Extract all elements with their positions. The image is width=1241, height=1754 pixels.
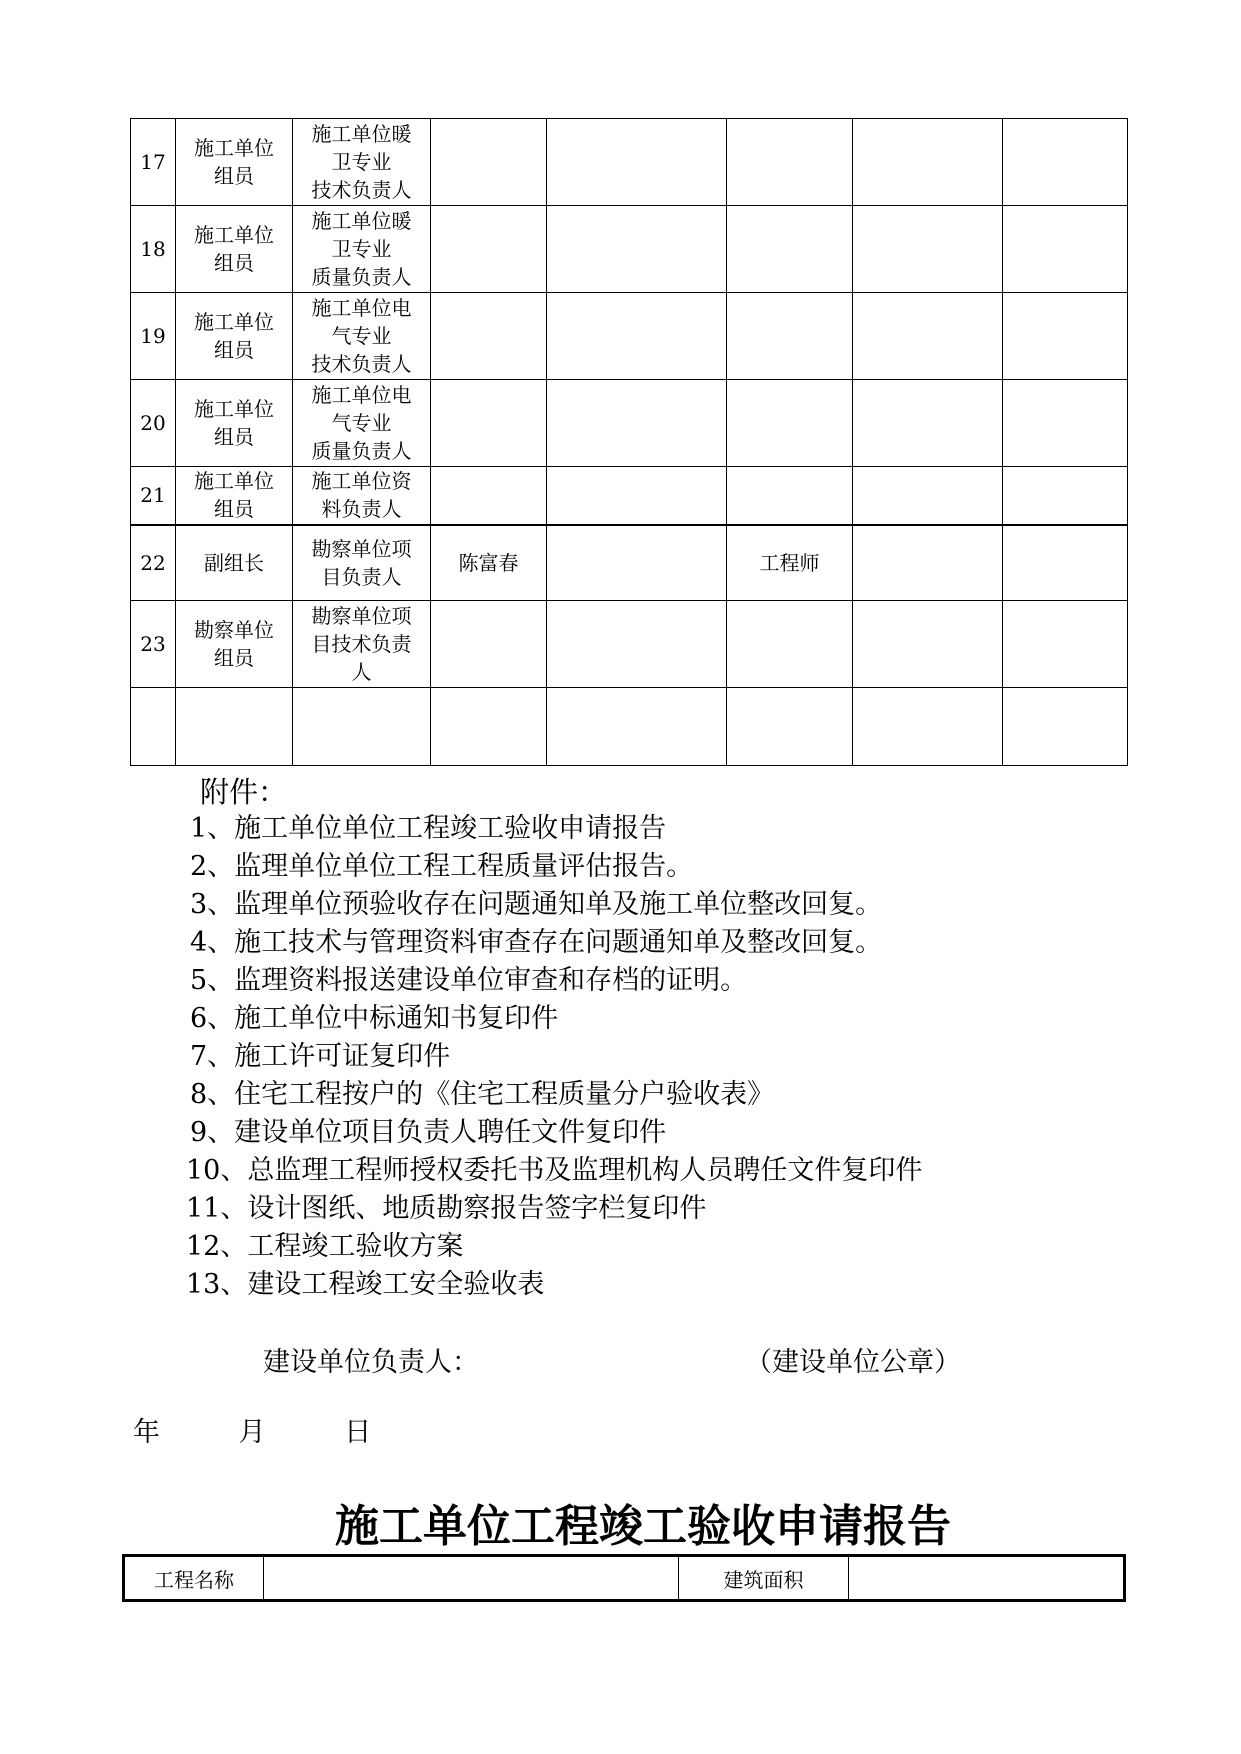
row-empty-1 [547, 380, 727, 467]
row-number: 19 [131, 293, 176, 380]
owner-seal-label: （建设单位公章） [745, 1347, 961, 1378]
row-name [431, 601, 547, 688]
list-item: 5、监理资料报送建设单位审查和存档的证明。 [190, 965, 748, 996]
list-item: 9、建设单位项目负责人聘任文件复印件 [190, 1117, 667, 1148]
row-empty-2 [853, 206, 1003, 293]
row-position: 施工单位资 料负责人 [293, 467, 431, 525]
row-empty-3 [1003, 467, 1128, 525]
report-title: 施工单位工程竣工验收申请报告 [335, 1501, 951, 1552]
row-role: 副组长 [176, 525, 293, 601]
row-number: 21 [131, 467, 176, 525]
row-number: 17 [131, 119, 176, 206]
list-item: 11、设计图纸、地质勘察报告签字栏复印件 [186, 1193, 707, 1224]
owner-signature-label: 建设单位负责人： [263, 1347, 479, 1378]
list-item: 2、监理单位单位工程工程质量评估报告。 [190, 851, 694, 882]
row-position [293, 688, 431, 766]
row-empty-3 [1003, 293, 1128, 380]
row-empty-1 [547, 525, 727, 601]
row-position: 勘察单位项 目负责人 [293, 525, 431, 601]
row-position: 施工单位电 气专业 技术负责人 [293, 293, 431, 380]
row-title [727, 293, 853, 380]
list-item: 6、施工单位中标通知书复印件 [190, 1003, 559, 1034]
table-row [131, 601, 1128, 688]
row-role: 施工单位 组员 [176, 380, 293, 467]
row-empty-1 [547, 601, 727, 688]
row-position: 施工单位暖 卫专业 技术负责人 [293, 119, 431, 206]
table-row [131, 206, 1128, 293]
row-empty-2 [853, 467, 1003, 525]
row-number: 22 [131, 525, 176, 601]
row-number [131, 688, 176, 766]
table-row [131, 467, 1128, 525]
table-row [131, 688, 1128, 766]
row-role: 施工单位 组员 [176, 119, 293, 206]
row-empty-1 [547, 119, 727, 206]
row-position: 施工单位电 气专业 质量负责人 [293, 380, 431, 467]
row-empty-2 [853, 601, 1003, 688]
row-title [727, 380, 853, 467]
area-label: 建筑面积 [679, 1556, 849, 1601]
row-number: 23 [131, 601, 176, 688]
project-name-value [264, 1556, 679, 1601]
list-item: 7、施工许可证复印件 [190, 1041, 451, 1072]
row-title [727, 688, 853, 766]
list-item: 1、施工单位单位工程竣工验收申请报告 [190, 813, 667, 844]
row-empty-2 [853, 688, 1003, 766]
table-row [131, 525, 1128, 601]
row-empty-1 [547, 688, 727, 766]
table-row [131, 380, 1128, 467]
attachments-title: 附件： [200, 775, 288, 809]
row-name: 陈富春 [431, 525, 547, 601]
date-line [133, 1410, 411, 1449]
row-number: 18 [131, 206, 176, 293]
row-position: 勘察单位项 目技术负责 人 [293, 601, 431, 688]
area-value [849, 1556, 1125, 1601]
row-empty-3 [1003, 206, 1128, 293]
row-title [727, 206, 853, 293]
row-name [431, 688, 547, 766]
row-name [431, 119, 547, 206]
row-empty-2 [853, 380, 1003, 467]
row-number: 20 [131, 380, 176, 467]
row-empty-3 [1003, 525, 1128, 601]
row-empty-2 [853, 119, 1003, 206]
row-empty-1 [547, 293, 727, 380]
row-empty-2 [853, 525, 1003, 601]
date-day: 日 [344, 1417, 372, 1448]
row-empty-3 [1003, 380, 1128, 467]
list-item: 4、施工技术与管理资料审查存在问题通知单及整改回复。 [190, 927, 883, 958]
row-role: 勘察单位 组员 [176, 601, 293, 688]
row-empty-3 [1003, 119, 1128, 206]
row-title [727, 601, 853, 688]
member-table [130, 118, 1128, 766]
row-role [176, 688, 293, 766]
row-role: 施工单位 组员 [176, 293, 293, 380]
list-item: 10、总监理工程师授权委托书及监理机构人员聘任文件复印件 [186, 1155, 923, 1186]
row-name [431, 206, 547, 293]
row-name [431, 467, 547, 525]
row-role: 施工单位 组员 [176, 467, 293, 525]
row-title: 工程师 [727, 525, 853, 601]
date-month: 月 [238, 1417, 266, 1448]
list-item: 3、监理单位预验收存在问题通知单及施工单位整改回复。 [190, 889, 883, 920]
row-name [431, 380, 547, 467]
row-role: 施工单位 组员 [176, 206, 293, 293]
row-empty-3 [1003, 601, 1128, 688]
row-title [727, 467, 853, 525]
row-title [727, 119, 853, 206]
attachments-list [186, 810, 923, 1304]
row-empty-1 [547, 467, 727, 525]
row-empty-2 [853, 293, 1003, 380]
project-name-label: 工程名称 [124, 1556, 264, 1601]
list-item: 12、工程竣工验收方案 [186, 1231, 464, 1262]
row-position: 施工单位暖 卫专业 质量负责人 [293, 206, 431, 293]
date-year: 年 [133, 1417, 160, 1448]
row-name [431, 293, 547, 380]
table-row [131, 119, 1128, 206]
project-info-table [122, 1554, 1126, 1602]
row-empty-3 [1003, 688, 1128, 766]
row-empty-1 [547, 206, 727, 293]
list-item: 8、住宅工程按户的《住宅工程质量分户验收表》 [190, 1079, 775, 1110]
list-item: 13、建设工程竣工安全验收表 [186, 1269, 545, 1300]
table-row [131, 293, 1128, 380]
